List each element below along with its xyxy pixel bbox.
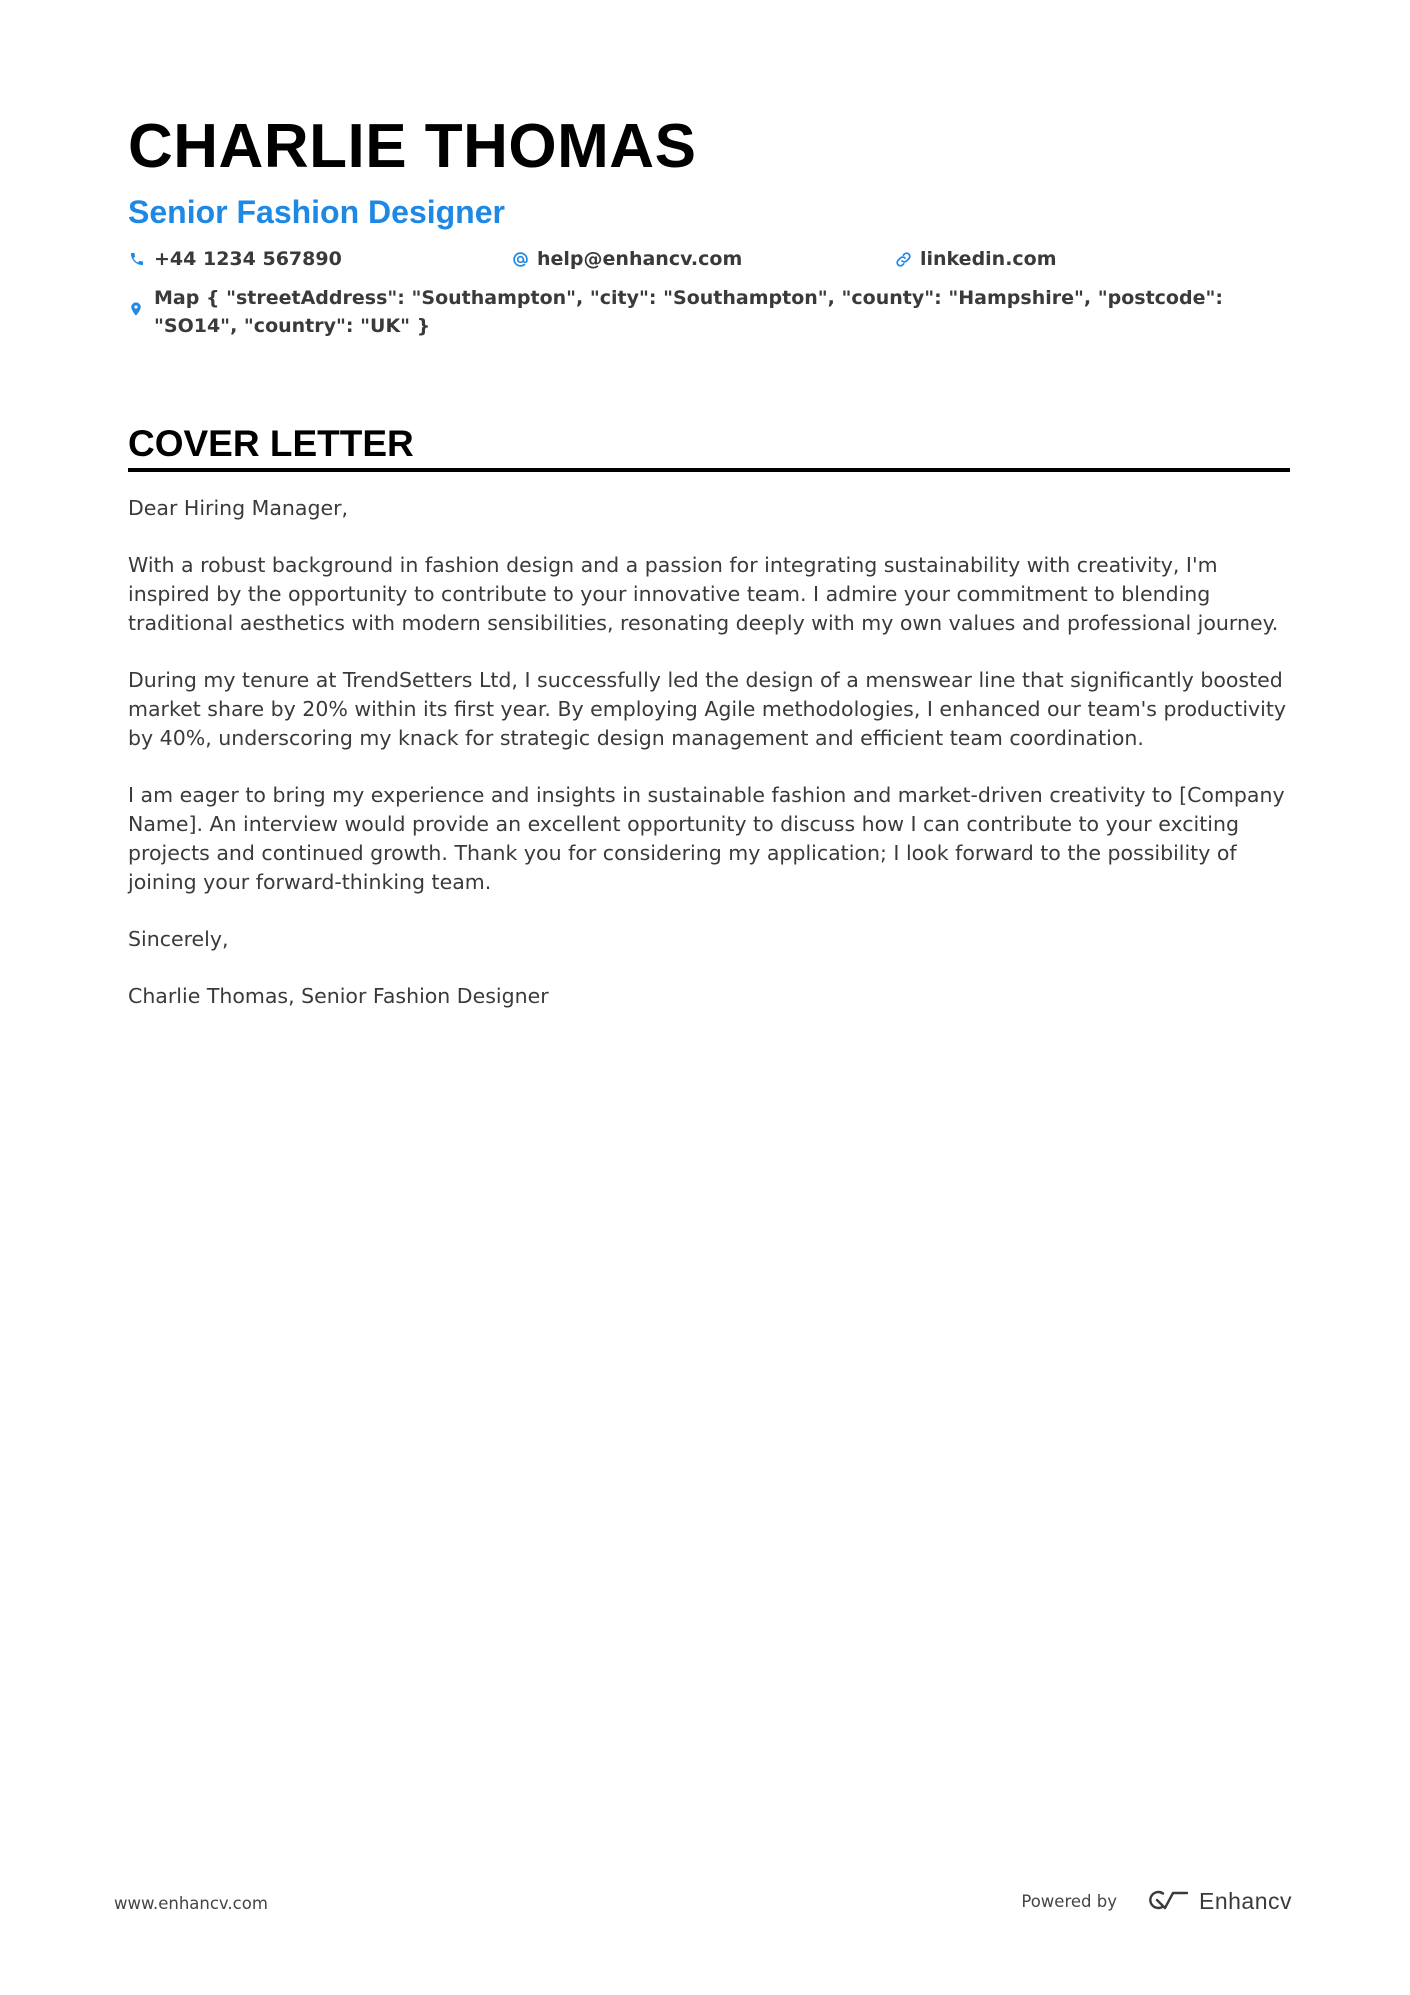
link-icon bbox=[894, 250, 912, 268]
resume-page bbox=[128, 108, 1290, 1039]
letter-body bbox=[128, 494, 1290, 1011]
phone-contact bbox=[128, 248, 342, 270]
candidate-title: Senior Fashion Designer bbox=[128, 194, 505, 230]
email-contact[interactable] bbox=[511, 248, 742, 270]
footer-website[interactable]: www.enhancv.com bbox=[114, 1894, 268, 1913]
letter-greeting: Dear Hiring Manager, bbox=[128, 496, 349, 520]
section-divider bbox=[128, 468, 1290, 472]
location-pin-icon bbox=[128, 298, 146, 316]
powered-by-text: Powered by bbox=[1021, 1892, 1117, 1911]
email-text[interactable]: help@enhancv.com bbox=[537, 248, 743, 270]
enhancv-logo-icon bbox=[1143, 1889, 1189, 1915]
phone-icon bbox=[128, 250, 146, 268]
address-contact bbox=[128, 284, 1228, 340]
letter-paragraph: I am eager to bring my experience and insights in sustainable fashion and market-driven creativity to [Company Name]. An interview would provide an excellent opportunity to discuss how I can contribute to your exciting projects and continued growth. Thank you for considering my application; I look forward to the possibility of joining your forward-thinking team. bbox=[128, 783, 1285, 894]
letter-closing: Sincerely, bbox=[128, 927, 229, 951]
link-text[interactable]: linkedin.com bbox=[920, 248, 1057, 270]
at-icon bbox=[511, 250, 529, 268]
contact-info bbox=[128, 244, 1290, 340]
letter-signature: Charlie Thomas, Senior Fashion Designer bbox=[128, 984, 549, 1008]
section-title: COVER LETTER bbox=[128, 423, 414, 464]
candidate-name: CHARLIE THOMAS bbox=[128, 112, 697, 181]
letter-paragraph: During my tenure at TrendSetters Ltd, I successfully led the design of a menswear line that significantly boosted market share by 20% within its first year. By employing Agile methodologies, I enhanced our team's productivity by 40%, underscoring my knack for strategic design management and efficient team coordination. bbox=[128, 668, 1287, 750]
letter-paragraph: With a robust background in fashion design and a passion for integrating sustainability with creativity, I'm inspired by the opportunity to contribute to your innovative team. I admire your commitment to blending traditional aesthetics with modern sensibilities, resonating deeply with my own values and professional journey. bbox=[128, 553, 1279, 635]
footer-branding bbox=[1021, 1888, 1292, 1915]
brand-name: Enhancv bbox=[1198, 1888, 1292, 1914]
phone-text: +44 1234 567890 bbox=[154, 248, 342, 270]
link-contact[interactable] bbox=[894, 248, 1057, 270]
address-text: Map { "streetAddress": "Southampton", "city": "Southampton", "county": "Hampshire", "postcode": "SO14", "country": "UK" } bbox=[154, 287, 1223, 337]
brand-logo[interactable] bbox=[1143, 1888, 1292, 1915]
